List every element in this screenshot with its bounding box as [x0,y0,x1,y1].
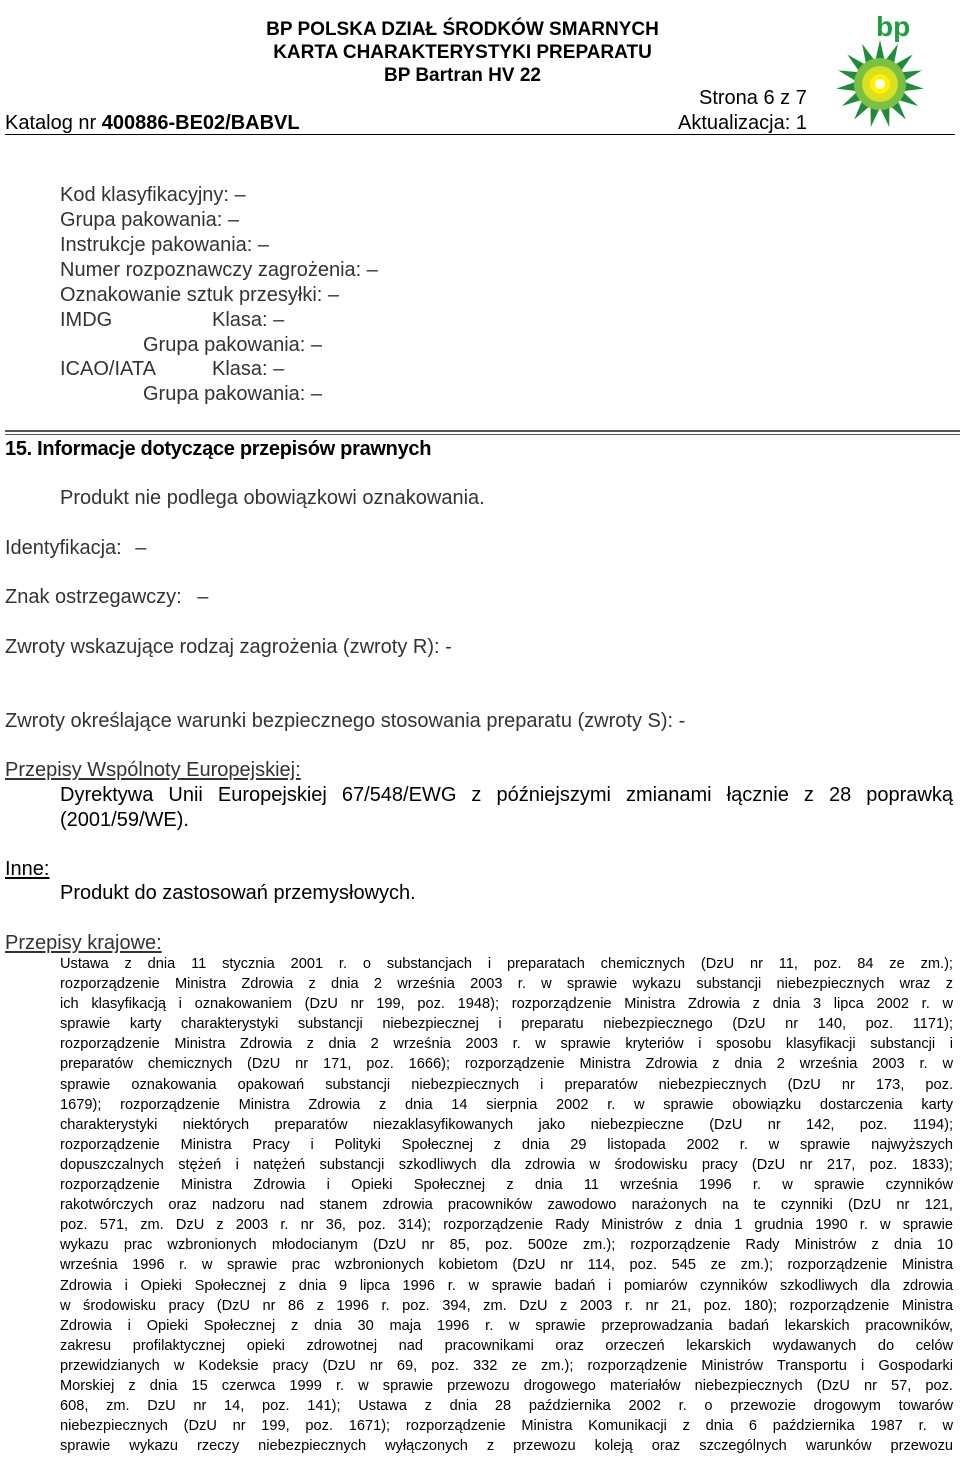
znak-ostrzegawczy [5,587,208,607]
imdg-klasa: Klasa: – [212,309,285,331]
krajowe-line: wykazu prac wzbronionych młodocianym (DzU nr 85, poz. 500ze zm.); rozporządzenie Rady Ministrów z dnia 10 [60,1237,953,1254]
header-doc-type: KARTA CHARAKTERYSTYKI PREPARATU [273,42,652,63]
krajowe-line: rakotwórczych oraz nadzoru nad stanem zdrowia pracowników zawodowo narażonych na te czynniki (DzU nr 121, [60,1197,953,1214]
header-rule [5,134,955,135]
oznakowanie-sztuk: Oznakowanie sztuk przesyłki: – [60,284,340,306]
eu-directive-line1: Dyrektywa Unii Europejskiej 67/548/EWG z późniejszymi zmianami łącznie z 28 poprawką [60,784,953,806]
catalog-number [5,113,300,133]
krajowe-line: rozporządzenie Ministra Pracy i Polityki Społecznej z dnia 29 listopada 2002 r. w sprawie najwyższych [60,1136,953,1153]
krajowe-line: Zdrowia i Opieki Społecznej z dnia 9 lipca 1996 r. w sprawie badań i pomiarów czynników szkodliwych dla zdrowia [60,1277,953,1294]
identyfikacja-label: Identyfikacja: [5,537,122,559]
identyfikacja-value: – [135,537,147,559]
krajowe-line: niebezpiecznych (DzU nr 199, poz. 1671); rozporządzenie Ministra Komunikacji z dnia 6 października 1987 r. w [60,1418,953,1435]
section-15-title: 15. Informacje dotyczące przepisów prawnych [5,438,432,460]
krajowe-line: przewidzianych w Kodeksie pracy (DzU nr 69, poz. 332 ze zm.); rozporządzenie Ministrów Transportu i Gospodarki [60,1357,953,1374]
page-number: Strona 6 z 7 [699,87,807,109]
inne-value: Produkt do zastosowań przemysłowych. [60,882,416,904]
zwroty-r: Zwroty wskazujące rodzaj zagrożenia (zwroty R): - [5,636,452,658]
krajowe-line: sprawie wykazu rzeczy niebezpiecznych wyłączonych z przewozu koleją oraz szczególnych warunków przewozu [60,1438,953,1455]
krajowe-line: ich klasyfikacją i oznakowaniem (DzU nr 199, poz. 1948); rozporządzenie Ministra Zdrowia z dnia 3 lipca 2002 r. w [60,996,953,1013]
krajowe-label: Przepisy krajowe: [5,932,162,954]
eu-directive-line2: (2001/59/WE). [60,809,189,831]
catalog-label: Katalog nr [5,112,97,134]
icao-label: ICAO/IATA [60,358,156,380]
krajowe-line: zakresu profilaktycznej opieki zdrowotnej nad pracownikami oraz orzeczeń lekarskich wydawanych do celów [60,1337,953,1354]
krajowe-text [60,954,953,1456]
header-company: BP POLSKA DZIAŁ ŚRODKÓW SMARNYCH [266,19,659,40]
krajowe-line: Zdrowia i Opieki Społecznej z dnia 30 maja 1996 r. w sprawie przeprowadzania badań lekarskich pracowników, [60,1317,953,1334]
bp-logo-text: bp [876,11,911,42]
krajowe-line: sprawie karty charakterystyki substancji niebezpiecznej i preparatu niebezpiecznego (DzU nr 140, poz. 1171); [60,1016,953,1033]
krajowe-line: rozporządzenie Ministra Zdrowia z dnia 2 września 2003 r. w sprawie kryteriów i sposobu klasyfikacji substancji i [60,1036,953,1053]
section-rule [5,430,960,435]
inne-label: Inne: [5,858,50,880]
eu-label: Przepisy Wspólnoty Europejskiej: [5,759,301,781]
krajowe-line: poz. 571, zm. DzU z 2003 r. nr 36, poz. 314); rozporządzenie Rady Ministrów z dnia 1 grudnia 1990 r. w sprawie [60,1217,953,1234]
icao-klasa: Klasa: – [212,358,285,380]
numer-rozpoznawczy: Numer rozpoznawczy zagrożenia: – [60,259,378,281]
krajowe-line: w środowisku pracy (DzU nr 86 z 1996 r. poz. 394, zm. DzU z 2003 r. nr 21, poz. 180); rozporządzenie Ministra [60,1297,953,1314]
krajowe-line: Ustawa z dnia 11 stycznia 2001 r. o substancjach i preparatach chemicznych (DzU nr 11, poz. 84 ze zm.); [60,956,953,972]
section-15-intro: Produkt nie podlega obowiązkowi oznakowania. [60,487,485,509]
identyfikacja [5,538,146,558]
krajowe-line: 608, zm. DzU nr 14, poz. 141); Ustawa z dnia 28 października 2002 r. o przewozie drogowym towarów [60,1398,953,1415]
krajowe-line: września 1996 r. w sprawie prac wzbronionych kobietom (DzU nr 114, poz. 545 ze zm.); rozporządzenie Ministra [60,1257,953,1274]
krajowe-line: dopuszczalnych stężeń i natężeń substancji szkodliwych dla zdrowia w środowisku pracy (DzU nr 217, poz. 1833); [60,1156,953,1173]
znak-value: – [197,586,209,608]
bp-logo [824,6,952,130]
zwroty-s: Zwroty określające warunki bezpiecznego stosowania preparatu (zwroty S): - [5,710,686,732]
grupa-pakowania: Grupa pakowania: – [60,209,240,231]
imdg-label: IMDG [60,309,113,331]
update-label: Aktualizacja: 1 [678,112,807,134]
krajowe-line: rozporządzenie Ministra Zdrowia i Opieki Społecznej z dnia 11 września 1996 r. w sprawie czynników [60,1177,953,1194]
header-product: BP Bartran HV 22 [384,65,541,86]
icao-grupa: Grupa pakowania: – [143,383,323,405]
imdg-grupa: Grupa pakowania: – [143,334,323,356]
krajowe-line: preparatów chemicznych (DzU nr 171, poz. 1666); rozporządzenie Ministra Zdrowia z dnia 2 września 2003 r. w [60,1056,953,1073]
krajowe-line: sprawie oznakowania opakowań substancji niebezpiecznych i preparatów niebezpiecznych (DzU nr 173, poz. [60,1076,953,1093]
krajowe-line: charakterystyki niektórych preparatów niezaklasyfikowanych jako niebezpieczne (DzU nr 142, poz. 1194); [60,1116,953,1133]
kod-klasyfikacyjny: Kod klasyfikacyjny: – [60,184,246,206]
catalog-value: 400886-BE02/BABVL [101,112,300,134]
znak-label: Znak ostrzegawczy: [5,586,182,608]
krajowe-line: 1679); rozporządzenie Ministra Zdrowia z dnia 14 sierpnia 2002 r. w sprawie obowiązku dostarczenia karty [60,1096,953,1113]
krajowe-line: rozporządzenie Ministra Zdrowia z dnia 2 września 2003 r. w sprawie wykazu substancji niebezpiecznych wraz z [60,976,953,993]
instrukcje-pakowania: Instrukcje pakowania: – [60,234,270,256]
krajowe-line: Morskiej z dnia 15 czerwca 1999 r. w sprawie przewozu drogowego materiałów niebezpiecznych (DzU nr 57, poz. [60,1377,953,1394]
